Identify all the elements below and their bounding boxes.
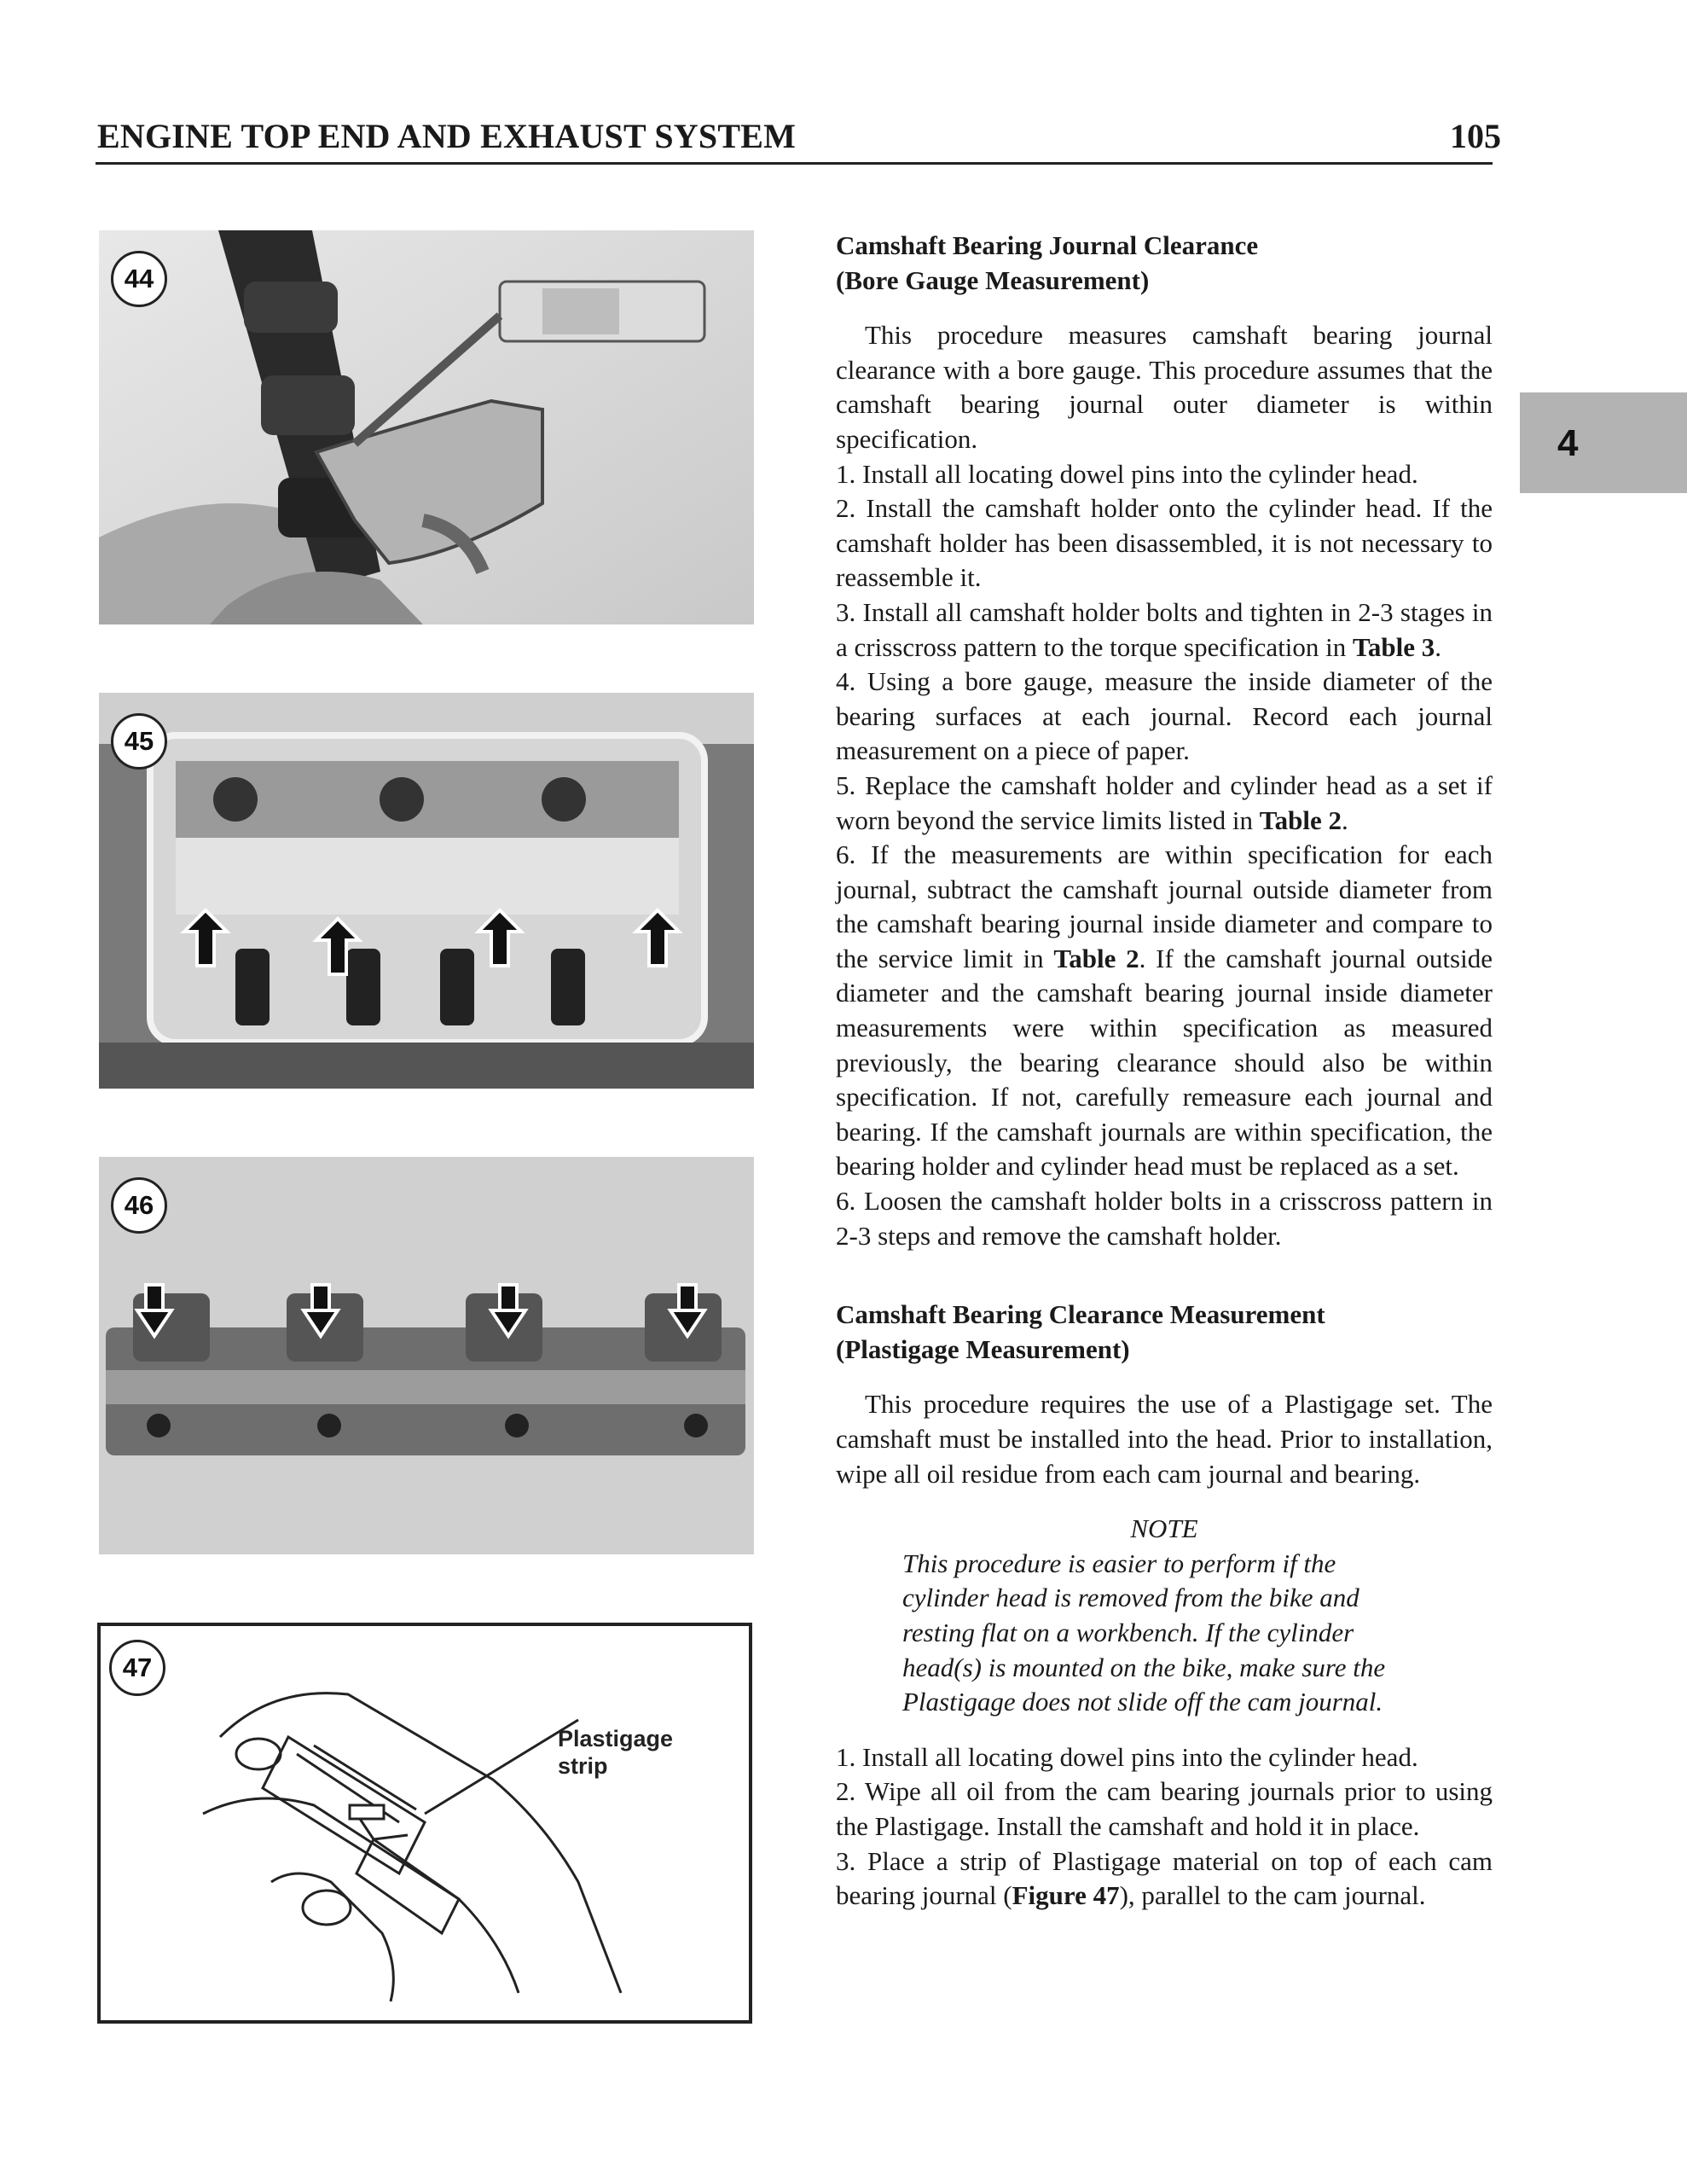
step-text: . If the camshaft journal outside diameter and the camshaft bearing journal inside diameter measurements were within specification as measured previously, the bearing clearance should also be within specification. If not, carefully remeasure each journal and bearing. If the camshaft journals are within specification, the bearing holder and cylinder head must be replaced as a set. (836, 943, 1493, 1182)
table-reference: Table 2 (1259, 804, 1342, 835)
step-4: 4. Using a bore gauge, measure the inside diameter of the bearing surfaces at each journal. Record each journal measurement on a piece of paper. (836, 666, 1493, 766)
step-text: 6. If the measurements are within specification for each journal, subtract the camshaft journal outside diameter from the camshaft bearing journal inside diameter and compare to the service limit in (836, 839, 1493, 973)
heading-line: (Bore Gauge Measurement) (836, 264, 1150, 295)
section-heading-bore-gauge (836, 229, 1493, 298)
text-column (836, 229, 1493, 1914)
section-heading-plastigage (836, 1298, 1493, 1367)
running-header-title: ENGINE TOP END AND EXHAUST SYSTEM (97, 117, 797, 155)
figure-45-photo (99, 693, 754, 1089)
heading-line: Camshaft Bearing Clearance Measurement (836, 1299, 1325, 1330)
step-text: ), parallel to the cam journal. (1119, 1880, 1426, 1911)
table-reference: Table 3 (1353, 631, 1435, 662)
figure-44-photo (99, 230, 754, 624)
step-1: 1. Install all locating dowel pins into the cylinder head. (836, 458, 1418, 489)
step-text: 5. Replace the camshaft holder and cylinder head as a set if worn beyond the service limits listed in (836, 770, 1493, 835)
heading-line: Camshaft Bearing Journal Clearance (836, 230, 1259, 260)
step-7: 6. Loosen the camshaft holder bolts in a crisscross pattern in 2-3 steps and remove the camshaft holder. (836, 1186, 1493, 1251)
step-1: 1. Install all locating dowel pins into the cylinder head. (836, 1741, 1418, 1772)
figure-reference: Figure 47 (1012, 1880, 1120, 1911)
chapter-tab (1520, 392, 1687, 493)
header-rule (96, 162, 1493, 165)
table-reference: Table 2 (1053, 943, 1139, 973)
heading-line: (Plastigage Measurement) (836, 1333, 1130, 1364)
figure-47-drawing (97, 1623, 752, 2024)
figure-number-badge: 47 (109, 1640, 165, 1696)
camshaft-holder-image (99, 1157, 754, 1554)
note-block (902, 1512, 1426, 1720)
step-text: 3. Place a strip of Plastigage material on top of each cam bearing journal ( (836, 1845, 1493, 1911)
cylinder-head-image (99, 693, 754, 1089)
step-6 (836, 838, 1493, 1184)
plastigage-drawing (101, 1626, 749, 2020)
step-3: 3. Install all camshaft holder bolts and tighten in 2-3 stages in a crisscross pattern to the torque specification in Table 3. (836, 596, 1493, 662)
step-5: 5. Replace the camshaft holder and cylinder head as a set if worn beyond the service limits listed in Table 2. (836, 770, 1493, 835)
note-text: This procedure is easier to perform if the cylinder head is removed from the bike and resting flat on a workbench. If the cylinder head(s) is mounted on the bike, make sure the Plastigage does not slide off the cam journal. (902, 1548, 1386, 1717)
step-2: 2. Install the camshaft holder onto the cylinder head. If the camshaft holder has been disassembled, it is not necessary to reassemble it. (836, 493, 1493, 593)
figure-46-photo (99, 1157, 754, 1554)
figure-number-badge: 46 (111, 1177, 167, 1234)
chapter-tab-label: 4 (1557, 422, 1579, 464)
step-2: 2. Wipe all oil from the cam bearing journals prior to using the Plastigage. Install the camshaft and hold it in place. (836, 1776, 1493, 1841)
note-title: NOTE (1130, 1513, 1198, 1544)
step-3 (836, 1844, 1493, 1914)
step-text: 3. Install all camshaft holder bolts and tighten in 2-3 stages in a crisscross pattern to the torque specification in (836, 596, 1493, 662)
figure-number-badge: 44 (111, 251, 167, 307)
paragraph-intro: This procedure measures camshaft bearing journal clearance with a bore gauge. This procedure assumes that the camshaft bearing journal outer diameter is within specification. (836, 320, 1493, 454)
micrometer-camshaft-image (99, 230, 754, 624)
paragraph-intro: This procedure requires the use of a Plastigage set. The camshaft must be installed into the head. Prior to installation, wipe all oil residue from each cam journal and bearing. (836, 1389, 1493, 1489)
page-number: 105 (1450, 117, 1501, 155)
plastigage-strip-callout: Plastigage strip (558, 1726, 674, 1779)
figure-number-badge: 45 (111, 713, 167, 770)
